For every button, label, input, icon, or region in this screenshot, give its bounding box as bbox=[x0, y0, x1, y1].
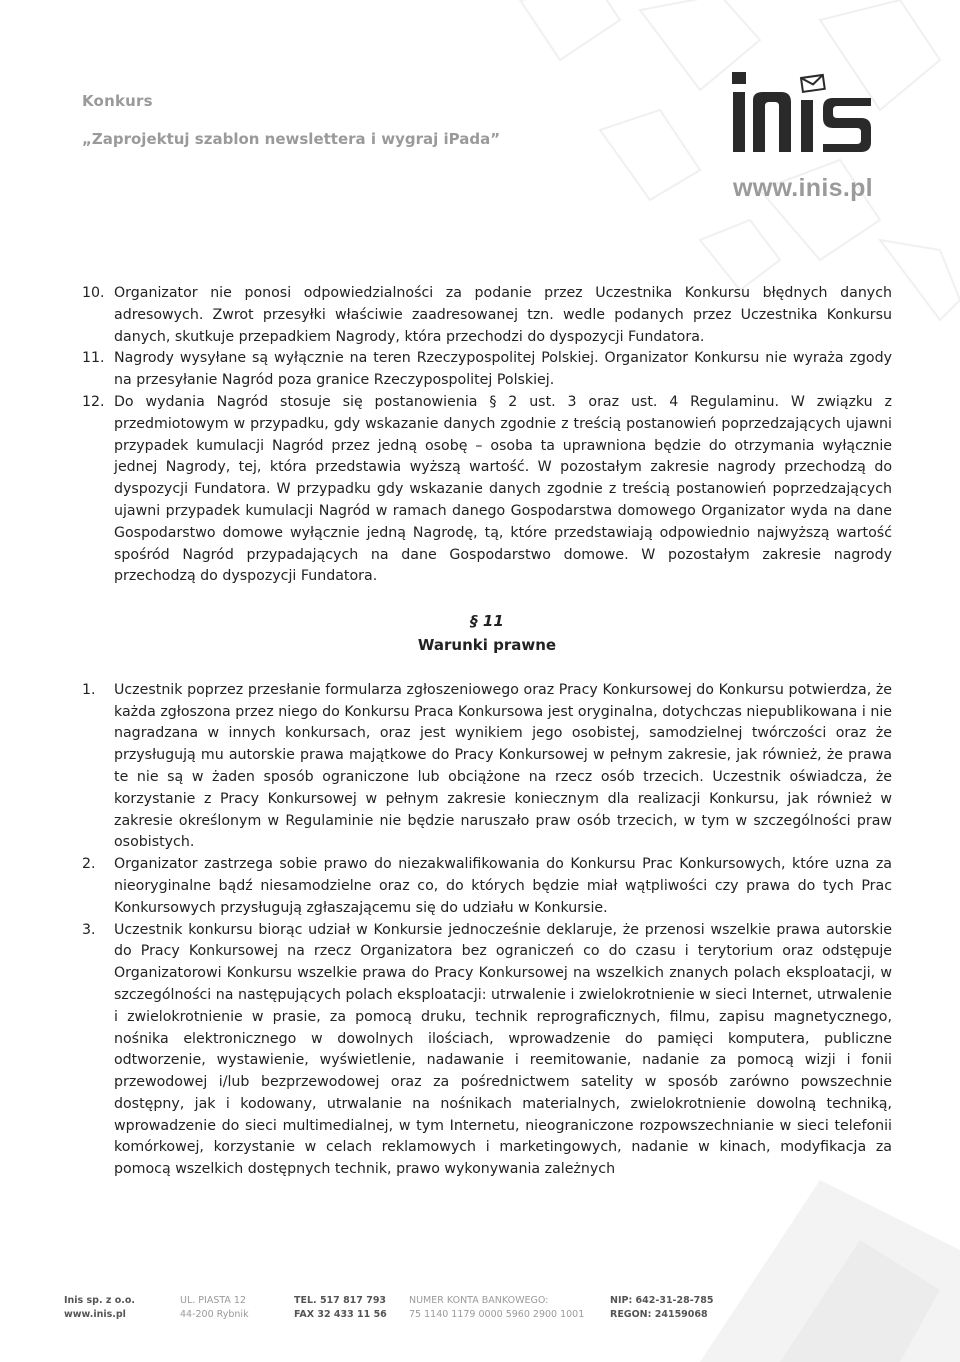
list-item-number: 1. bbox=[82, 681, 96, 698]
document-header bbox=[82, 92, 500, 148]
document-body bbox=[82, 283, 892, 1181]
section-heading bbox=[82, 611, 892, 657]
list-item-number: 12. bbox=[82, 393, 105, 410]
header-subtitle: „Zaprojektuj szablon newslettera i wygraj iPada” bbox=[82, 130, 501, 148]
footer-tax bbox=[610, 1294, 713, 1322]
footer-fax: FAX 32 433 11 56 bbox=[294, 1309, 387, 1320]
list-item-text: Uczestnik konkursu biorąc udział w Konkursie jednocześnie deklaruje, że przenosi wszelkie prawa autorskie do Pracy Konkursowej na rzecz Organizatora bez ograniczeń co do czasu i terytorium oraz odstępuje Organizatorowi Konkursu wszelkie prawa do Pracy Konkursowej na wszelkich znanych polach eksploatacji, w szczególności na następujących polach eksploatacji: utrwalenie i zwielokrotnienie w sieci Internet, utrwalenie i zwielokrotnienie w prasie, za pomocą druku, technik reprograficznych, filmu, zapisu magnetycznego, nośnika elektronicznego w dowolnych ilościach, wprowadzenie do pamięci komputera, publiczne odtworzenie, wystawienie, wyświetlenie, nadawanie i reemitowanie, nadanie za pomocą wizji i fonii przewodowej i/lub bezprzewodowej oraz za pośrednictwem satelity w sposób zarówno powszechnie dostępny, jak i kodowany, utrwalanie na nośnikach materialnych, zwielokrotnienie dowolną techniką, wprowadzenie do sieci multimedialnej, w tym Internetu, nieograniczone rozpowszechnianie w sieci telefonii komórkowej, korzystanie w celach reklamowych i marketingowych, nadanie w kinach, modyfikacja za pomocą wszelkich dostępnych technik, prawo wykonywania zależnych bbox=[114, 921, 892, 1178]
footer-company-url: www.inis.pl bbox=[64, 1309, 126, 1320]
list-item-number: 2. bbox=[82, 856, 96, 873]
footer-company bbox=[64, 1294, 135, 1322]
inis-logo-mark bbox=[729, 70, 874, 158]
list-item-number: 11. bbox=[82, 350, 105, 367]
list-item bbox=[82, 680, 892, 854]
footer-regon: REGON: 24159068 bbox=[610, 1309, 708, 1320]
section-title: Warunki prawne bbox=[417, 635, 557, 654]
list-item bbox=[82, 283, 892, 348]
footer-city: 44-200 Rybnik bbox=[180, 1309, 249, 1320]
footer-phone bbox=[294, 1294, 387, 1322]
footer-bank-number: 75 1140 1179 0000 5960 2900 1001 bbox=[409, 1309, 585, 1320]
footer-tel: TEL. 517 817 793 bbox=[294, 1295, 387, 1306]
list-item-text: Do wydania Nagród stosuje się postanowienia § 2 ust. 3 oraz ust. 4 Regulaminu. W związku z przedmiotowym w przypadku, gdy wskazanie danych zgodnie z treścią postanowień poprzedzających ujawni przypadek kumulacji Nagród przez jedną osobę – osoba ta uprawniona będzie do otrzymania wyłącznie jednej Nagrody, tej, która przedstawia wyższą wartość. W pozostałym zakresie nagrody przechodzą do dyspozycji Fundatora. W przypadku gdy wskazanie danych zgodnie z treścią postanowień poprzedzających ujawni przypadek kumulacji Nagród w ramach danego Gospodarstwa domowego Organizator wyda na dane Gospodarstwo domowe wyłącznie jedną Nagrodę, tą, które przedstawiają odpowiednio najwyższą wartość spośród Nagród przypadających na dane Gospodarstwo domowe. W pozostałym zakresie nagrody przechodzą do dyspozycji Fundatora. bbox=[114, 393, 892, 585]
list-item bbox=[82, 854, 892, 919]
footer-bank-label: NUMER KONTA BANKOWEGO: bbox=[409, 1295, 549, 1306]
list-item bbox=[82, 348, 892, 392]
footer-address bbox=[180, 1294, 249, 1322]
list-item-number: 10. bbox=[82, 285, 105, 301]
list-item-text: Uczestnik poprzez przesłanie formularza zgłoszeniowego oraz Pracy Konkursowej do Konkursu potwierdza, że każda zgłoszona przez niego do Konkursu Praca Konkursowa jest oryginalna, dotychczas niepublikowana i nie nagradzana w innych konkursach, oraz jest wynikiem jego osobistej, samodzielnej twórczości oraz że przysługują mu autorskie prawa majątkowe do Pracy Konkursowej w pełnym zakresie, jak również, że prawa te nie są w żaden sposób ograniczone lub obciążone na rzecz osób trzecich. Uczestnik oświadcza, że korzystanie z Pracy Konkursowej w pełnym zakresie koniecznym dla realizacji Konkursu, jak również w zakresie określonym w Regulaminie nie będzie naruszało praw osób trzecich, w tym w szczególności praw osobistych. bbox=[114, 681, 892, 851]
footer-company-name: Inis sp. z o.o. bbox=[64, 1295, 135, 1306]
list-item-text: Nagrody wysyłane są wyłącznie na teren Rzeczypospolitej Polskiej. Organizator Konkursu nie wyraża zgody na przesyłanie Nagród poza granice Rzeczypospolitej Polskiej. bbox=[114, 350, 892, 389]
list-item bbox=[82, 920, 892, 1182]
footer-nip: NIP: 642-31-28-785 bbox=[610, 1295, 714, 1306]
inis-logo bbox=[729, 70, 874, 162]
list-item-text: Organizator zastrzega sobie prawo do niezakwalifikowania do Konkursu Prac Konkursowych, które uzna za nieoryginalne bądź niesamodzielne oraz co, do których będzie miał wątpliwości czy prawa do tych Prac Konkursowych przysługują zgłaszającemu się do udziału w Konkursie. bbox=[114, 856, 892, 916]
list-item-text: Organizator nie ponosi odpowiedzialności za podanie przez Uczestnika Konkursu błędnych danych adresowych. Zwrot przesyłki właściwie zaadresowanej tzn. wedle podanych przez Uczestnika Konkursu danych, skutkuje przepadkiem Nagrody, która przechodzi do dyspozycji Fundatora. bbox=[114, 285, 892, 345]
logo-website-url: www.inis.pl bbox=[733, 174, 873, 202]
section-number: § 11 bbox=[470, 612, 504, 631]
footer-street: UL. PIASTA 12 bbox=[180, 1295, 247, 1306]
list-item-number: 3. bbox=[82, 921, 96, 938]
header-title: Konkurs bbox=[82, 92, 153, 110]
list-item bbox=[82, 392, 892, 588]
footer-bank bbox=[409, 1294, 584, 1322]
